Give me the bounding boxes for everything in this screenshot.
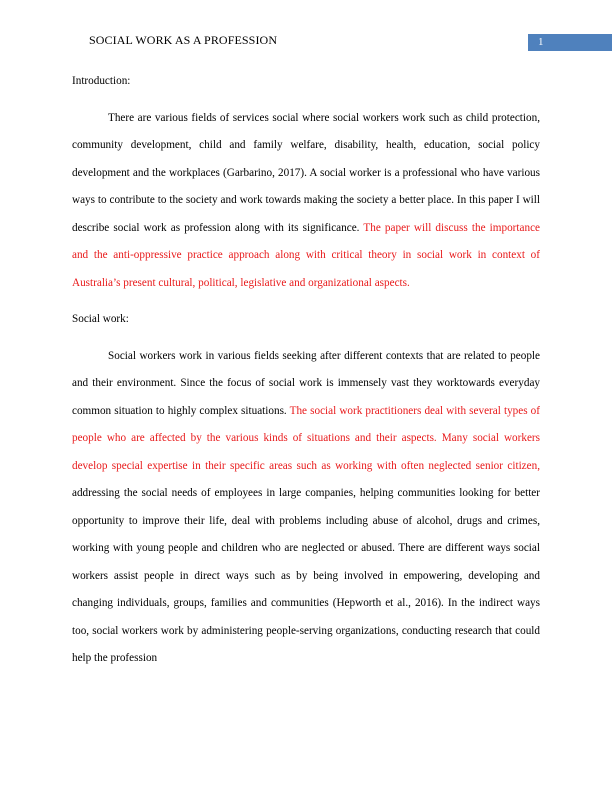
introduction-highlighted-text: The paper will discuss the importance and the anti-oppressive practice approach along with critical theory in social work in context of Australia’s present cultural, political, legislative and organizational aspects. [72,221,541,289]
introduction-paragraph [72,105,540,298]
page-number: 1 [538,36,544,48]
document-body [72,68,540,682]
social-work-paragraph [72,343,540,673]
social-work-heading: Social work: [72,313,129,325]
introduction-heading: Introduction: [72,75,131,87]
introduction-text: There are various fields of services social where social workers work such as child protection, community development, child and family welfare, disability, health, education, social policy development and the workplaces (Garbarino, 2017). A social worker is a professional who have various ways to contribute to the society and work towards making the society a better place. In this paper I will describe social work as profession along with its significance. [72,111,540,234]
social-work-text-b: addressing the social needs of employees in large companies, helping communities looking for better opportunity to improve their life, deal with problems including abuse of alcohol, drugs and crimes, working with young people and children who are neglected or abused. There are different ways social workers assist people in direct ways such as by being involved in empowering, developing and changing individuals, groups, families and communities (Hepworth et al., 2016). In the indirect ways too, social workers work by administering people-serving organizations, conducting research that could help the profession [72,487,540,664]
social-work-highlighted-text: The social work practitioners deal with several types of people who are affected by the various kinds of situations and their aspects. Many social workers develop special expertise in their specific areas such as working with often neglected senior citizen, [72,404,541,472]
page-number-badge [528,34,612,51]
header-title: SOCIAL WORK AS A PROFESSION [89,33,278,47]
social-work-text-a: Social workers work in various fields seeking after different contexts that are related to people and their environment. Since the focus of social work is immensely vast they worktowards everyday common situation to highly complex situations. [72,349,540,417]
